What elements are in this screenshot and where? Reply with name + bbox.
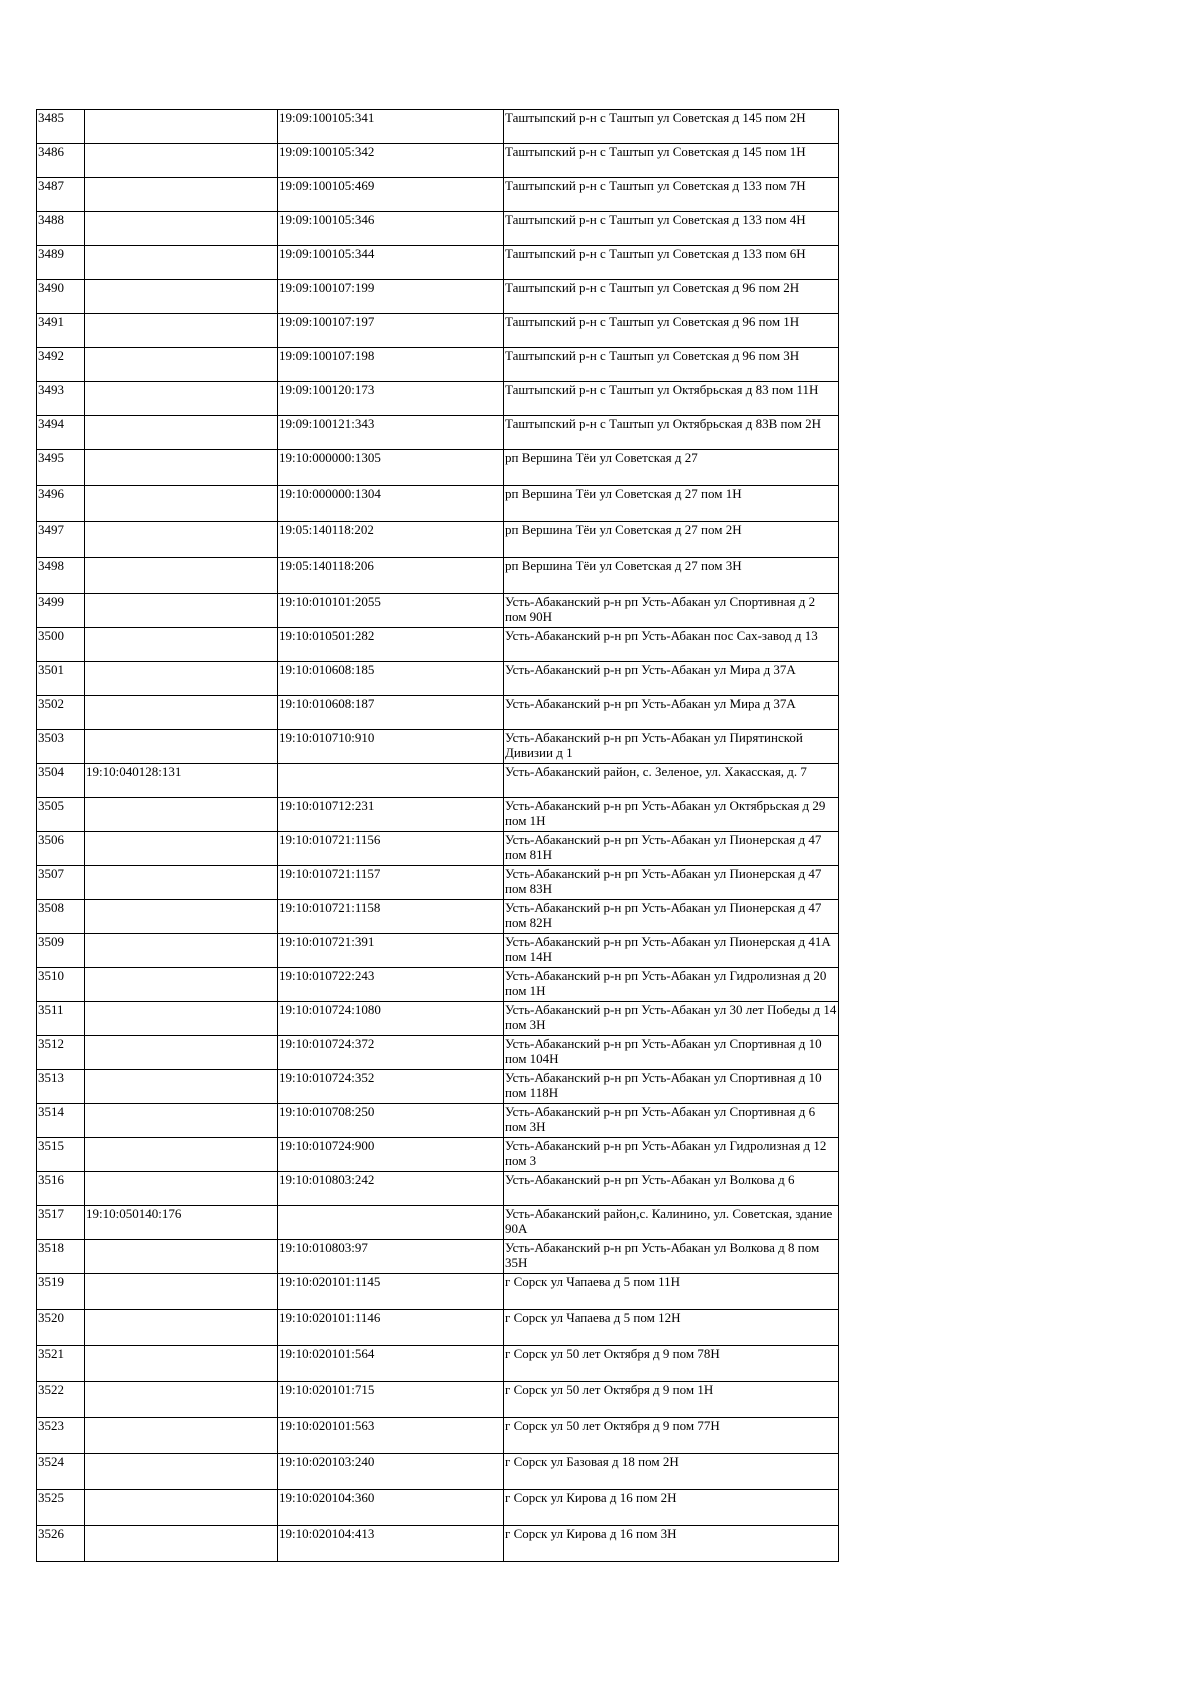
row-number-cell: 3519: [37, 1274, 85, 1310]
row-number-cell: 3494: [37, 416, 85, 450]
object-number-cell: [85, 1240, 278, 1274]
object-number-cell: [85, 934, 278, 968]
table-row: [37, 314, 839, 348]
object-number-cell: [85, 416, 278, 450]
object-number-cell: [85, 558, 278, 594]
row-number-cell: 3526: [37, 1526, 85, 1562]
object-number-cell: [85, 1172, 278, 1206]
object-number-cell: [85, 1418, 278, 1454]
row-number-cell: 3522: [37, 1382, 85, 1418]
row-number-cell: 3521: [37, 1346, 85, 1382]
address-cell: Таштыпский р-н с Таштып ул Советская д 96 пом 1Н: [504, 314, 839, 348]
row-number-cell: 3514: [37, 1104, 85, 1138]
object-number-cell: [85, 866, 278, 900]
cadastral-number-cell: [278, 764, 504, 798]
object-number-cell: [85, 696, 278, 730]
table-row: [37, 900, 839, 934]
row-number-cell: 3487: [37, 178, 85, 212]
table-row: [37, 280, 839, 314]
table-row: [37, 696, 839, 730]
table-row: [37, 558, 839, 594]
cadastral-number-cell: 19:10:010101:2055: [278, 594, 504, 628]
address-cell: Усть-Абаканский р-н рп Усть-Абакан ул Спортивная д 10 пом 104Н: [504, 1036, 839, 1070]
cadastral-number-cell: 19:10:020101:1145: [278, 1274, 504, 1310]
table-row: [37, 662, 839, 696]
cadastral-number-cell: 19:09:100121:343: [278, 416, 504, 450]
address-cell: Таштыпский р-н с Таштып ул Советская д 145 пом 2Н: [504, 110, 839, 144]
table-row: [37, 110, 839, 144]
address-cell: Усть-Абаканский р-н рп Усть-Абакан ул 30 лет Победы д 14 пом 3Н: [504, 1002, 839, 1036]
address-cell: Усть-Абаканский р-н рп Усть-Абакан ул Волкова д 8 пом 35Н: [504, 1240, 839, 1274]
address-cell: Таштыпский р-н с Таштып ул Октябрьская д 83 пом 11Н: [504, 382, 839, 416]
table-row: [37, 348, 839, 382]
address-cell: Усть-Абаканский р-н рп Усть-Абакан ул Пионерская д 47 пом 83Н: [504, 866, 839, 900]
address-cell: Таштыпский р-н с Таштып ул Октябрьская д 83В пом 2Н: [504, 416, 839, 450]
cadastral-number-cell: 19:10:010608:187: [278, 696, 504, 730]
address-cell: Таштыпский р-н с Таштып ул Советская д 133 пом 6Н: [504, 246, 839, 280]
cadastral-number-cell: 19:09:100105:342: [278, 144, 504, 178]
object-number-cell: [85, 382, 278, 416]
address-cell: Усть-Абаканский р-н рп Усть-Абакан ул Волкова д 6: [504, 1172, 839, 1206]
table-row: [37, 1418, 839, 1454]
object-number-cell: [85, 1526, 278, 1562]
cadastral-number-cell: 19:09:100105:344: [278, 246, 504, 280]
row-number-cell: 3486: [37, 144, 85, 178]
table-row: [37, 178, 839, 212]
table-row: [37, 1070, 839, 1104]
cadastral-number-cell: 19:05:140118:202: [278, 522, 504, 558]
cadastral-number-cell: 19:10:010724:900: [278, 1138, 504, 1172]
row-number-cell: 3508: [37, 900, 85, 934]
cadastral-number-cell: 19:10:010712:231: [278, 798, 504, 832]
table-row: [37, 1382, 839, 1418]
address-cell: Усть-Абаканский р-н рп Усть-Абакан ул Пионерская д 47 пом 81Н: [504, 832, 839, 866]
cadastral-number-cell: 19:10:020103:240: [278, 1454, 504, 1490]
row-number-cell: 3512: [37, 1036, 85, 1070]
table-row: [37, 212, 839, 246]
address-cell: Усть-Абаканский р-н рп Усть-Абакан ул Гидролизная д 20 пом 1Н: [504, 968, 839, 1002]
table-row: [37, 934, 839, 968]
table-row: [37, 1138, 839, 1172]
object-number-cell: [85, 178, 278, 212]
object-number-cell: [85, 110, 278, 144]
cadastral-number-cell: 19:10:010724:1080: [278, 1002, 504, 1036]
cadastral-number-cell: 19:09:100107:197: [278, 314, 504, 348]
row-number-cell: 3502: [37, 696, 85, 730]
address-cell: Усть-Абаканский р-н рп Усть-Абакан ул Октябрьская д 29 пом 1Н: [504, 798, 839, 832]
cadastral-number-cell: 19:10:010721:391: [278, 934, 504, 968]
object-number-cell: [85, 968, 278, 1002]
address-cell: рп Вершина Тёи ул Советская д 27: [504, 450, 839, 486]
table-row: [37, 1036, 839, 1070]
table-row: [37, 1240, 839, 1274]
table-row: [37, 628, 839, 662]
object-number-cell: [85, 212, 278, 246]
object-number-cell: [85, 1070, 278, 1104]
object-number-cell: [85, 450, 278, 486]
table-row: [37, 866, 839, 900]
cadastral-number-cell: 19:10:000000:1305: [278, 450, 504, 486]
object-number-cell: [85, 900, 278, 934]
row-number-cell: 3524: [37, 1454, 85, 1490]
cadastral-number-cell: 19:10:000000:1304: [278, 486, 504, 522]
row-number-cell: 3485: [37, 110, 85, 144]
table-row: [37, 522, 839, 558]
object-number-cell: [85, 1002, 278, 1036]
row-number-cell: 3501: [37, 662, 85, 696]
row-number-cell: 3499: [37, 594, 85, 628]
table-row: [37, 968, 839, 1002]
row-number-cell: 3492: [37, 348, 85, 382]
row-number-cell: 3498: [37, 558, 85, 594]
address-cell: Усть-Абаканский р-н рп Усть-Абакан ул Мира д 37А: [504, 662, 839, 696]
object-number-cell: [85, 1036, 278, 1070]
object-number-cell: [85, 594, 278, 628]
row-number-cell: 3491: [37, 314, 85, 348]
object-number-cell: [85, 1346, 278, 1382]
object-number-cell: [85, 144, 278, 178]
table-row: [37, 486, 839, 522]
address-cell: рп Вершина Тёи ул Советская д 27 пом 2Н: [504, 522, 839, 558]
row-number-cell: 3515: [37, 1138, 85, 1172]
address-cell: Усть-Абаканский р-н рп Усть-Абакан пос Сах-завод д 13: [504, 628, 839, 662]
address-cell: рп Вершина Тёи ул Советская д 27 пом 1Н: [504, 486, 839, 522]
table-row: [37, 416, 839, 450]
address-cell: Усть-Абаканский р-н рп Усть-Абакан ул Пирятинской Дивизии д 1: [504, 730, 839, 764]
address-cell: Усть-Абаканский р-н рп Усть-Абакан ул Спортивная д 2 пом 90Н: [504, 594, 839, 628]
cadastral-number-cell: 19:09:100107:199: [278, 280, 504, 314]
row-number-cell: 3518: [37, 1240, 85, 1274]
property-table: [36, 109, 839, 1562]
address-cell: Усть-Абаканский р-н рп Усть-Абакан ул Спортивная д 6 пом 3Н: [504, 1104, 839, 1138]
object-number-cell: [85, 1382, 278, 1418]
table-row: [37, 1526, 839, 1562]
object-number-cell: [85, 1104, 278, 1138]
row-number-cell: 3525: [37, 1490, 85, 1526]
object-number-cell: [85, 522, 278, 558]
cadastral-number-cell: 19:10:020104:413: [278, 1526, 504, 1562]
address-cell: Усть-Абаканский район, с. Зеленое, ул. Хакасская, д. 7: [504, 764, 839, 798]
cadastral-number-cell: 19:10:010724:352: [278, 1070, 504, 1104]
cadastral-number-cell: 19:10:010710:910: [278, 730, 504, 764]
table-row: [37, 1490, 839, 1526]
object-number-cell: [85, 280, 278, 314]
cadastral-number-cell: 19:10:010724:372: [278, 1036, 504, 1070]
row-number-cell: 3488: [37, 212, 85, 246]
address-cell: г Сорск ул 50 лет Октября д 9 пом 1Н: [504, 1382, 839, 1418]
table-row: [37, 450, 839, 486]
object-number-cell: [85, 1138, 278, 1172]
table-row: [37, 1206, 839, 1240]
cadastral-number-cell: 19:05:140118:206: [278, 558, 504, 594]
row-number-cell: 3517: [37, 1206, 85, 1240]
cadastral-number-cell: 19:10:020101:564: [278, 1346, 504, 1382]
table-row: [37, 144, 839, 178]
address-cell: г Сорск ул 50 лет Октября д 9 пом 77Н: [504, 1418, 839, 1454]
row-number-cell: 3493: [37, 382, 85, 416]
address-cell: Усть-Абаканский р-н рп Усть-Абакан ул Пионерская д 41А пом 14Н: [504, 934, 839, 968]
cadastral-number-cell: 19:09:100105:469: [278, 178, 504, 212]
row-number-cell: 3513: [37, 1070, 85, 1104]
table-row: [37, 1454, 839, 1490]
row-number-cell: 3500: [37, 628, 85, 662]
cadastral-number-cell: 19:09:100105:341: [278, 110, 504, 144]
object-number-cell: [85, 348, 278, 382]
address-cell: г Сорск ул Чапаева д 5 пом 11Н: [504, 1274, 839, 1310]
cadastral-number-cell: 19:10:020101:715: [278, 1382, 504, 1418]
object-number-cell: [85, 832, 278, 866]
cadastral-number-cell: 19:10:010708:250: [278, 1104, 504, 1138]
object-number-cell: [85, 1490, 278, 1526]
cadastral-number-cell: 19:10:010501:282: [278, 628, 504, 662]
object-number-cell: 19:10:050140:176: [85, 1206, 278, 1240]
row-number-cell: 3506: [37, 832, 85, 866]
table-row: [37, 798, 839, 832]
address-cell: Усть-Абаканский р-н рп Усть-Абакан ул Гидролизная д 12 пом 3: [504, 1138, 839, 1172]
cadastral-number-cell: 19:10:010608:185: [278, 662, 504, 696]
table-row: [37, 730, 839, 764]
row-number-cell: 3507: [37, 866, 85, 900]
cadastral-number-cell: 19:09:100107:198: [278, 348, 504, 382]
cadastral-number-cell: 19:10:010721:1158: [278, 900, 504, 934]
address-cell: г Сорск ул Кирова д 16 пом 3Н: [504, 1526, 839, 1562]
cadastral-number-cell: 19:10:010721:1156: [278, 832, 504, 866]
object-number-cell: [85, 628, 278, 662]
row-number-cell: 3520: [37, 1310, 85, 1346]
row-number-cell: 3516: [37, 1172, 85, 1206]
table-row: [37, 246, 839, 280]
address-cell: рп Вершина Тёи ул Советская д 27 пом 3Н: [504, 558, 839, 594]
address-cell: Таштыпский р-н с Таштып ул Советская д 133 пом 7Н: [504, 178, 839, 212]
row-number-cell: 3496: [37, 486, 85, 522]
address-cell: Усть-Абаканский р-н рп Усть-Абакан ул Спортивная д 10 пом 118Н: [504, 1070, 839, 1104]
object-number-cell: [85, 314, 278, 348]
cadastral-number-cell: 19:10:010803:242: [278, 1172, 504, 1206]
address-cell: Таштыпский р-н с Таштып ул Советская д 133 пом 4Н: [504, 212, 839, 246]
row-number-cell: 3509: [37, 934, 85, 968]
address-cell: Таштыпский р-н с Таштып ул Советская д 96 пом 2Н: [504, 280, 839, 314]
row-number-cell: 3511: [37, 1002, 85, 1036]
cadastral-number-cell: 19:09:100105:346: [278, 212, 504, 246]
object-number-cell: [85, 1454, 278, 1490]
row-number-cell: 3523: [37, 1418, 85, 1454]
object-number-cell: 19:10:040128:131: [85, 764, 278, 798]
row-number-cell: 3503: [37, 730, 85, 764]
row-number-cell: 3510: [37, 968, 85, 1002]
address-cell: Таштыпский р-н с Таштып ул Советская д 145 пом 1Н: [504, 144, 839, 178]
row-number-cell: 3489: [37, 246, 85, 280]
object-number-cell: [85, 798, 278, 832]
cadastral-number-cell: 19:10:020101:1146: [278, 1310, 504, 1346]
table-row: [37, 1172, 839, 1206]
table-row: [37, 1346, 839, 1382]
table-row: [37, 1002, 839, 1036]
address-cell: г Сорск ул Базовая д 18 пом 2Н: [504, 1454, 839, 1490]
object-number-cell: [85, 662, 278, 696]
table-row: [37, 1104, 839, 1138]
row-number-cell: 3504: [37, 764, 85, 798]
table-row: [37, 382, 839, 416]
cadastral-number-cell: [278, 1206, 504, 1240]
cadastral-number-cell: 19:10:010721:1157: [278, 866, 504, 900]
table-row: [37, 1274, 839, 1310]
object-number-cell: [85, 1310, 278, 1346]
object-number-cell: [85, 730, 278, 764]
address-cell: Таштыпский р-н с Таштып ул Советская д 96 пом 3Н: [504, 348, 839, 382]
row-number-cell: 3495: [37, 450, 85, 486]
table-body: [37, 110, 839, 1562]
table-row: [37, 1310, 839, 1346]
table-row: [37, 764, 839, 798]
address-cell: г Сорск ул 50 лет Октября д 9 пом 78Н: [504, 1346, 839, 1382]
cadastral-number-cell: 19:10:020104:360: [278, 1490, 504, 1526]
cadastral-number-cell: 19:10:010803:97: [278, 1240, 504, 1274]
object-number-cell: [85, 246, 278, 280]
cadastral-number-cell: 19:09:100120:173: [278, 382, 504, 416]
table-row: [37, 832, 839, 866]
row-number-cell: 3490: [37, 280, 85, 314]
object-number-cell: [85, 486, 278, 522]
row-number-cell: 3505: [37, 798, 85, 832]
cadastral-number-cell: 19:10:020101:563: [278, 1418, 504, 1454]
address-cell: г Сорск ул Чапаева д 5 пом 12Н: [504, 1310, 839, 1346]
address-cell: Усть-Абаканский р-н рп Усть-Абакан ул Мира д 37А: [504, 696, 839, 730]
address-cell: Усть-Абаканский район,с. Калинино, ул. Советская, здание 90А: [504, 1206, 839, 1240]
table-row: [37, 594, 839, 628]
address-cell: Усть-Абаканский р-н рп Усть-Абакан ул Пионерская д 47 пом 82Н: [504, 900, 839, 934]
address-cell: г Сорск ул Кирова д 16 пом 2Н: [504, 1490, 839, 1526]
row-number-cell: 3497: [37, 522, 85, 558]
cadastral-number-cell: 19:10:010722:243: [278, 968, 504, 1002]
object-number-cell: [85, 1274, 278, 1310]
